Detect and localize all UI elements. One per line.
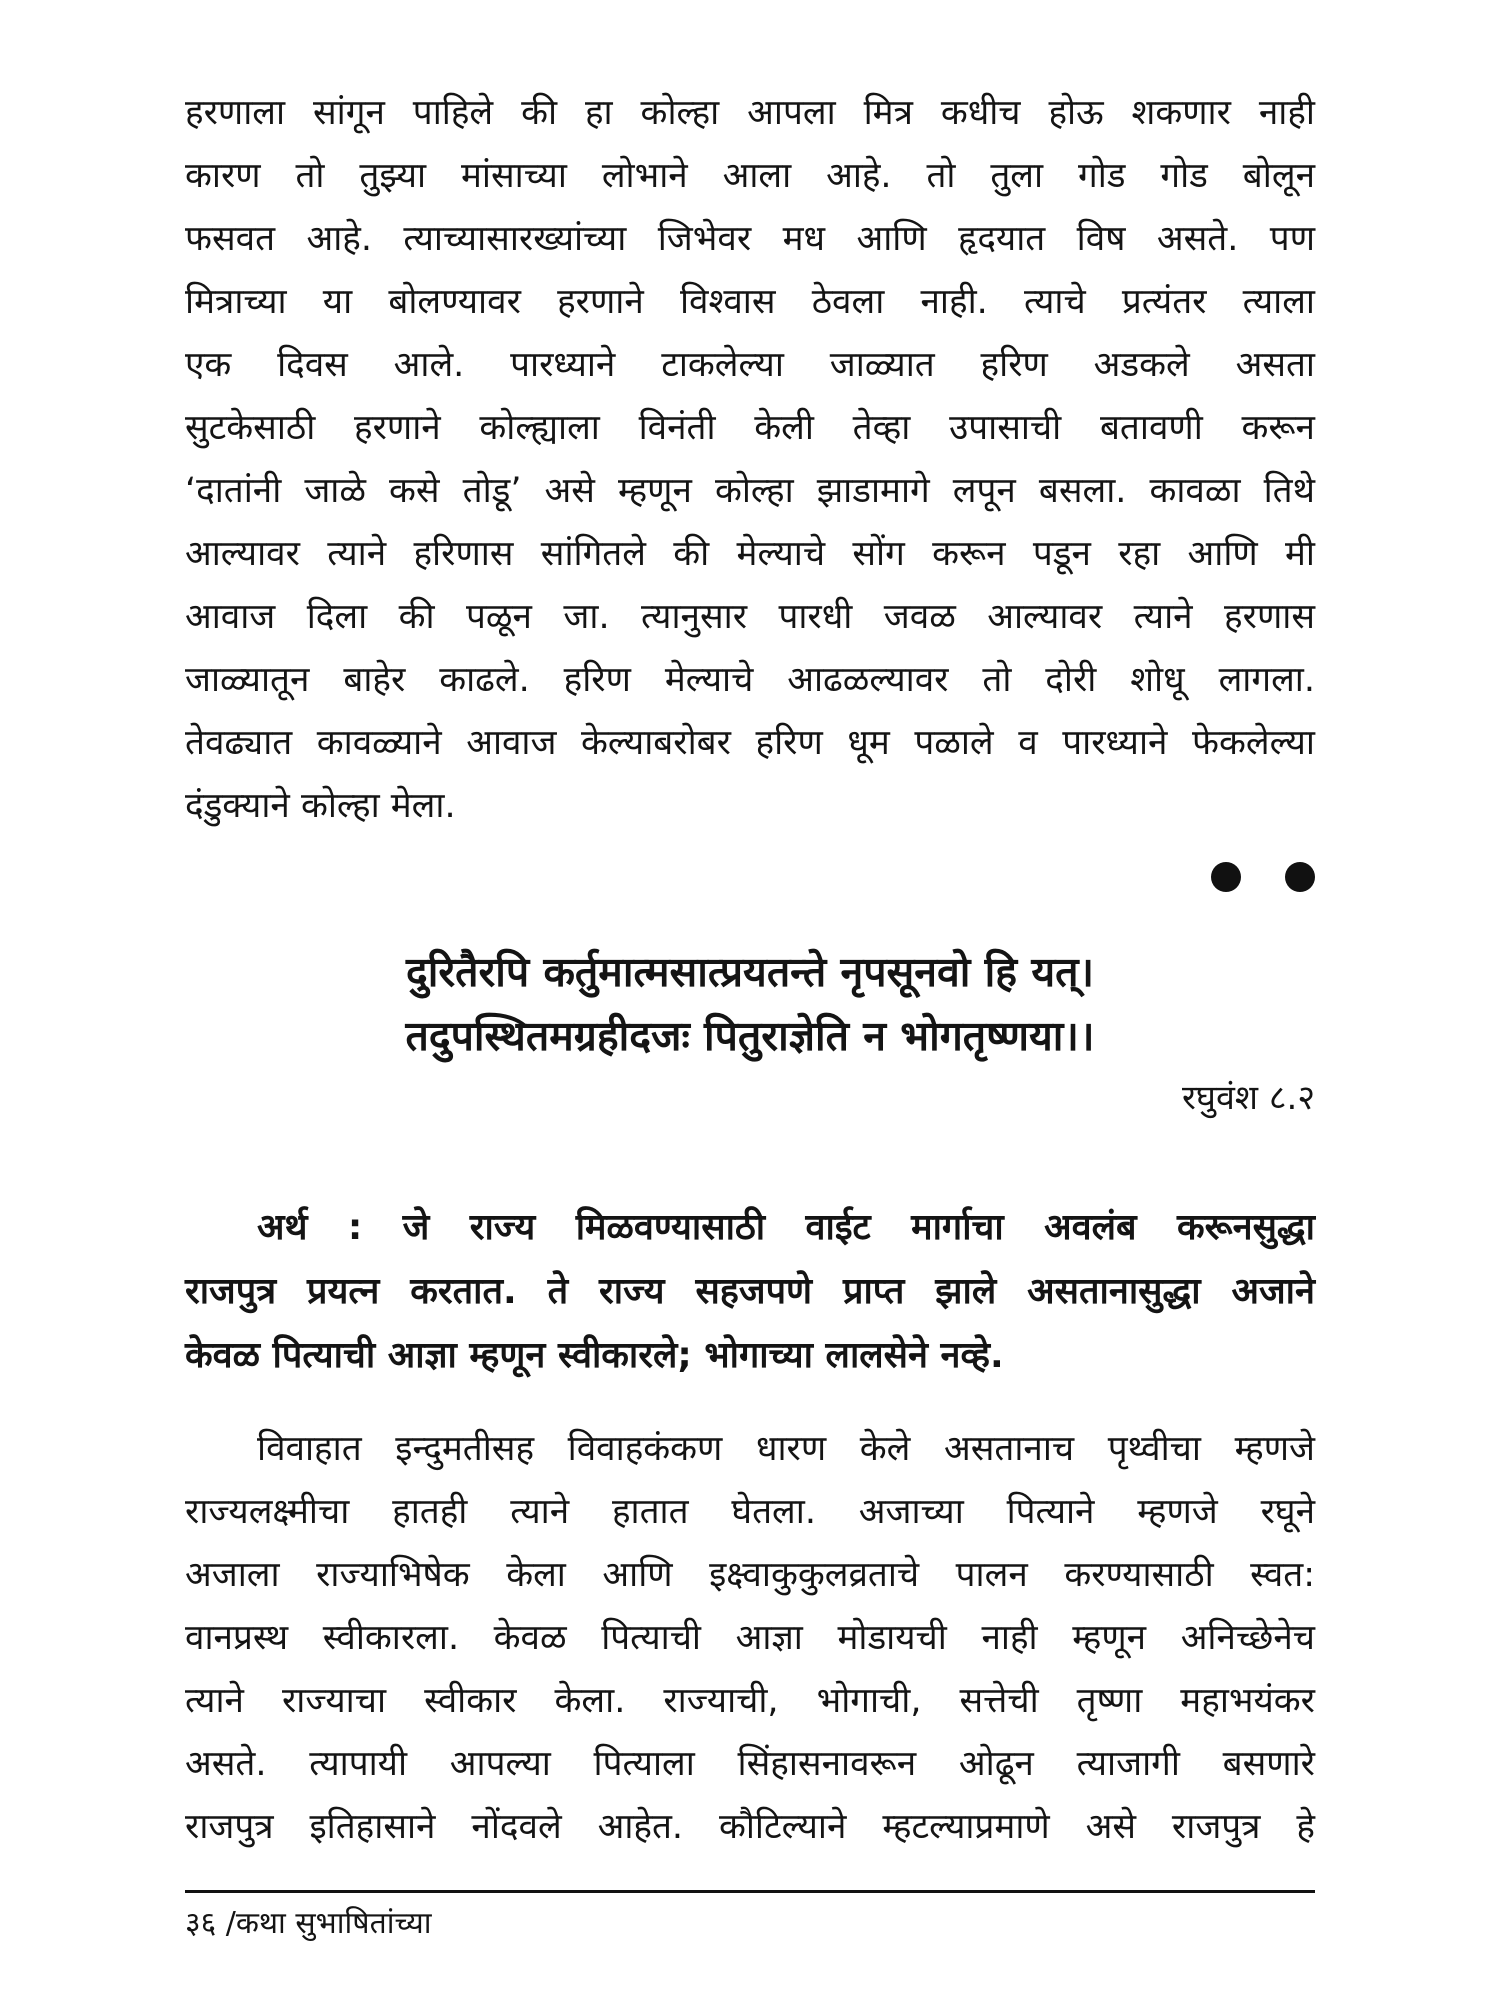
meaning-line: राजपुत्र प्रयत्न करतात. ते राज्य सहजपणे प्राप्त झाले असतानासुद्धा अजाने <box>185 1271 1315 1312</box>
paragraph-line: जाळ्यातून बाहेर काढले. हरिण मेल्याचे आढळल्यावर तो दोरी शोधू लागला. <box>185 660 1315 700</box>
commentary-paragraph <box>185 1418 1315 1859</box>
paragraph-line: वानप्रस्थ स्वीकारला. केवळ पित्याची आज्ञा मोडायची नाही म्हणून अनिच्छेनेच <box>185 1618 1315 1658</box>
paragraph-line: आल्यावर त्याने हरिणास सांगितले की मेल्याचे सोंग करून पडून रहा आणि मी <box>185 534 1315 574</box>
paragraph-line: अजाला राज्याभिषेक केला आणि इक्ष्वाकुकुलव्रताचे पालन करण्यासाठी स्वत: <box>185 1555 1315 1595</box>
separator-dot <box>1211 862 1241 892</box>
page-footer: ३६ /कथा सुभाषितांच्या <box>185 1906 432 1941</box>
paragraph-line: राजपुत्र इतिहासाने नोंदवले आहेत. कौटिल्याने म्हटल्याप्रमाणे असे राजपुत्र हे <box>185 1807 1315 1847</box>
meaning-line: केवळ पित्याची आज्ञा म्हणून स्वीकारले; भोगाच्या लालसेने नव्हे. <box>185 1335 1004 1376</box>
paragraph-line: दंडुक्याने कोल्हा मेला. <box>185 786 456 826</box>
paragraph-line: तेवढ्यात कावळ्याने आवाज केल्याबरोबर हरिण धूम पळाले व पारध्याने फेकलेल्या <box>185 723 1315 763</box>
footer-divider <box>185 1890 1315 1893</box>
story-paragraph <box>185 82 1315 838</box>
paragraph-line: ‘दातांनी जाळे कसे तोडू’ असे म्हणून कोल्हा झाडामागे लपून बसला. कावळा तिथे <box>185 471 1315 511</box>
paragraph-line: फसवत आहे. त्याच्यासारख्यांच्या जिभेवर मध आणि हृदयात विष असते. पण <box>185 219 1315 259</box>
paragraph-line: राज्यलक्ष्मीचा हातही त्याने हातात घेतला. अजाच्या पित्याने म्हणजे रघूने <box>185 1492 1315 1532</box>
verse-line: दुरितैरपि कर्तुमात्मसात्प्रयतन्ते नृपसूनवो हि यत्। <box>405 948 1095 996</box>
verse-line: तदुपस्थितमग्रहीदजः पितुराज्ञेति न भोगतृष्णया।। <box>405 1012 1095 1060</box>
paragraph-line: सुटकेसाठी हरणाने कोल्ह्याला विनंती केली तेव्हा उपासाची बतावणी करून <box>185 408 1315 448</box>
paragraph-line: आवाज दिला की पळून जा. त्यानुसार पारधी जवळ आल्यावर त्याने हरणास <box>185 597 1315 637</box>
meaning-line: अर्थ : जे राज्य मिळवण्यासाठी वाईट मार्गाचा अवलंब करूनसुद्धा <box>257 1207 1315 1248</box>
paragraph-line: त्याने राज्याचा स्वीकार केला. राज्याची, भोगाची, सत्तेची तृष्णा महाभयंकर <box>185 1681 1315 1721</box>
section-separator <box>1211 862 1315 892</box>
paragraph-line: एक दिवस आले. पारध्याने टाकलेल्या जाळ्यात हरिण अडकले असता <box>185 345 1315 385</box>
paragraph-line: विवाहात इन्दुमतीसह विवाहकंकण धारण केले असतानाच पृथ्वीचा म्हणजे <box>257 1429 1315 1469</box>
paragraph-line: हरणाला सांगून पाहिले की हा कोल्हा आपला मित्र कधीच होऊ शकणार नाही <box>185 93 1315 133</box>
paragraph-line: असते. त्यापायी आपल्या पित्याला सिंहासनावरून ओढून त्याजागी बसणारे <box>185 1744 1315 1784</box>
separator-dot <box>1285 862 1315 892</box>
verse-meaning <box>185 1196 1315 1388</box>
paragraph-line: कारण तो तुझ्या मांसाच्या लोभाने आला आहे. तो तुला गोड गोड बोलून <box>185 156 1315 196</box>
sanskrit-verse <box>0 940 1500 1068</box>
paragraph-line: मित्राच्या या बोलण्यावर हरणाने विश्वास ठेवला नाही. त्याचे प्रत्यंतर त्याला <box>185 282 1315 322</box>
verse-citation: रघुवंश ८.२ <box>1182 1078 1315 1118</box>
